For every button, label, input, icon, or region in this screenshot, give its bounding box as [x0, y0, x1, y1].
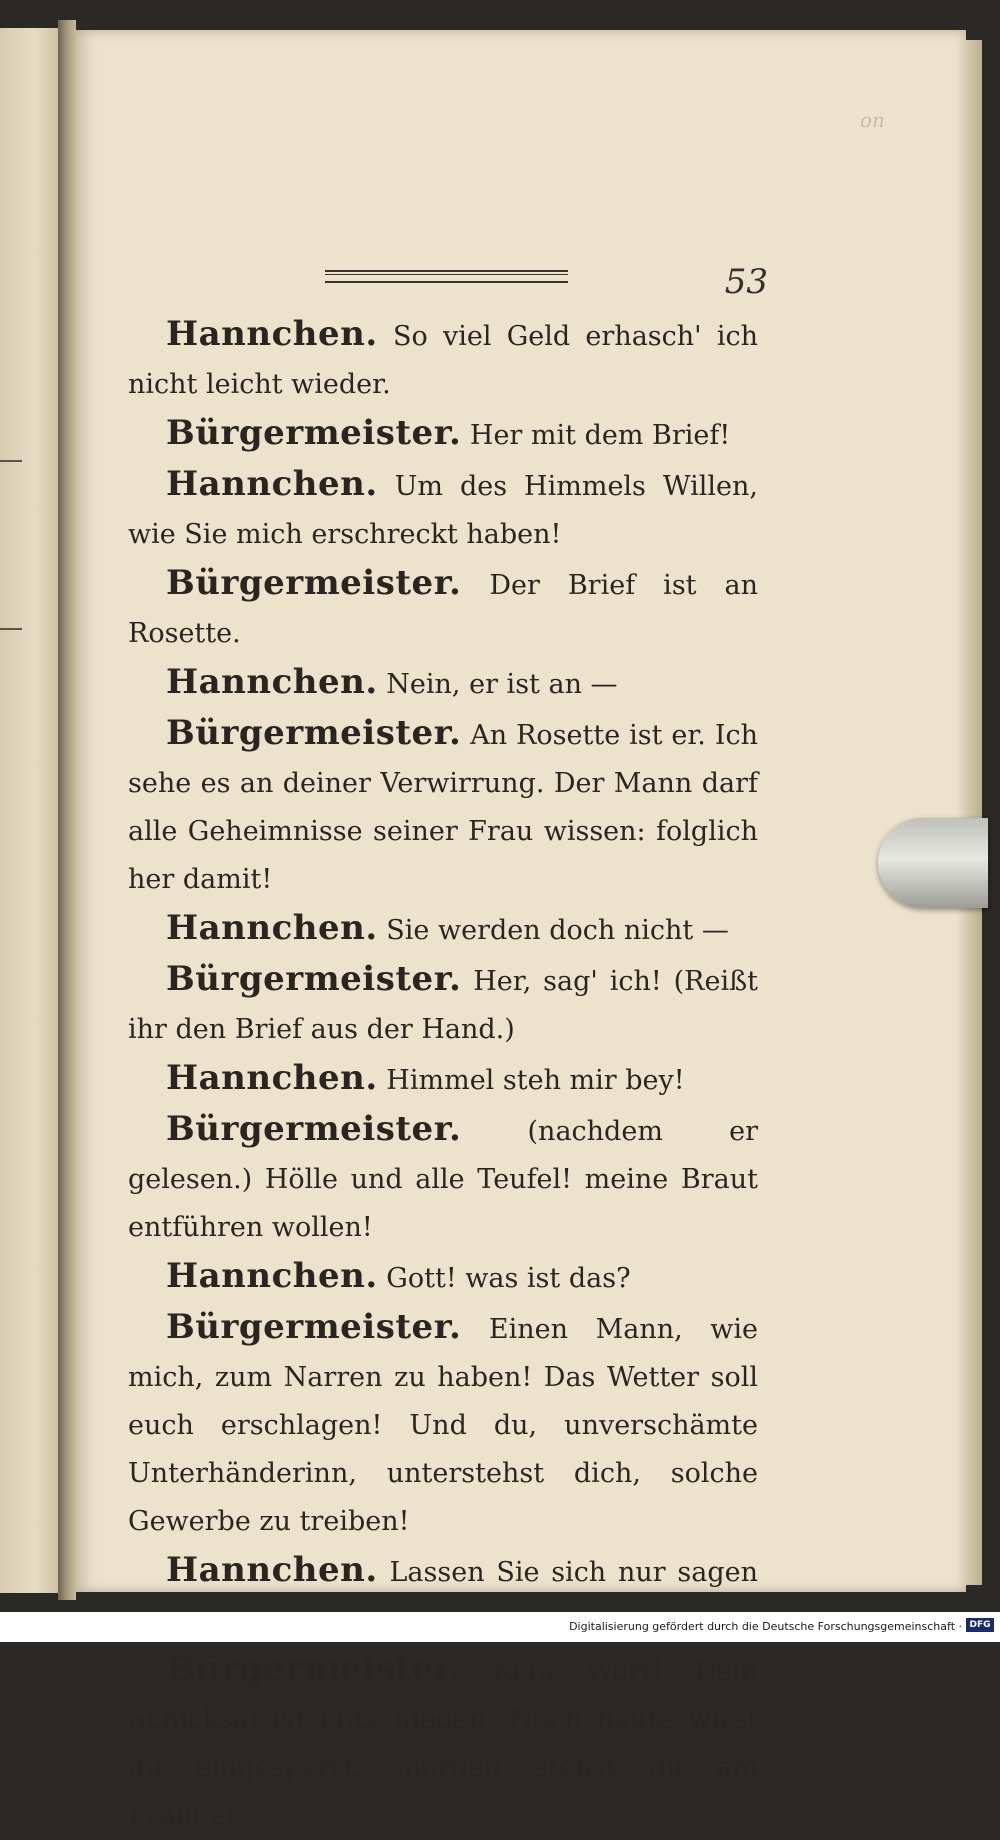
- dialogue-text: Himmel steh mir bey!: [377, 1065, 685, 1096]
- dialogue-line: [128, 1303, 758, 1546]
- dialogue-line: [128, 1054, 758, 1105]
- footer-credit: Digitalisierung gefördert durch die Deutsche Forschungsgemeinschaft ·: [569, 1620, 962, 1633]
- speaker-name: Hannchen.: [166, 314, 378, 354]
- dialogue-line: [128, 1645, 758, 1840]
- left-page-edge: [0, 28, 60, 1593]
- speaker-name: Bürgermeister.: [166, 713, 462, 753]
- dialogue-text: Her, sag' ich! (Reißt ihr den Brief aus der Hand.): [128, 966, 758, 1045]
- dialogue-text: So viel Geld erhasch' ich nicht leicht wieder.: [128, 321, 758, 400]
- header-rule: [325, 270, 568, 283]
- dialogue-text: Nein, er ist an —: [377, 669, 618, 700]
- speaker-name: Bürgermeister.: [166, 1307, 462, 1347]
- dialogue-text: Einen Mann, wie mich, zum Narren zu haben! Das Wetter soll euch erschlagen! Und du, unverschämte Unterhänderinn, unterstehst dich, solche Gewerbe zu treiben!: [128, 1314, 758, 1537]
- dialogue-line: [128, 709, 758, 904]
- dialogue-line: [128, 955, 758, 1054]
- speaker-name: Bürgermeister.: [166, 1109, 462, 1149]
- speaker-name: Bürgermeister.: [166, 1649, 462, 1689]
- footer-bar: [0, 1612, 1000, 1642]
- dialogue-text: An Rosette ist er. Ich sehe es an deiner Verwirrung. Der Mann darf alle Geheimnisse seiner Frau wissen: folglich her damit!: [128, 720, 758, 895]
- speaker-name: Hannchen.: [166, 1058, 378, 1098]
- speaker-name: Bürgermeister.: [166, 413, 462, 453]
- speaker-name: Hannchen.: [166, 1256, 378, 1296]
- page-edge: [966, 40, 982, 1585]
- dialogue-text: (nachdem er gelesen.) Hölle und alle Teufel! meine Braut entführen wollen!: [128, 1116, 758, 1243]
- margin-mark: [0, 628, 22, 630]
- dialogue-line: [128, 559, 758, 658]
- book-spine: [58, 20, 76, 1600]
- pencil-mark: on: [860, 108, 885, 132]
- dialogue-text: Gott! was ist das?: [377, 1263, 631, 1294]
- dialogue-line: [128, 310, 758, 409]
- dialogue-text: Lassen Sie sich nur sagen: [389, 1557, 758, 1588]
- dialogue-line: [128, 1252, 758, 1303]
- dialogue-text: Der Brief ist an Rosette.: [128, 570, 758, 649]
- dialogue-line: [128, 409, 758, 460]
- play-text: [128, 310, 758, 1840]
- speaker-name: Bürgermeister.: [166, 959, 462, 999]
- dialogue-line: [128, 460, 758, 559]
- speaker-name: Hannchen.: [166, 662, 378, 702]
- speaker-name: Hannchen.: [166, 1550, 378, 1590]
- dialogue-line: [128, 1105, 758, 1252]
- dialogue-text: Um des Himmels Willen, wie Sie mich erschreckt haben!: [128, 471, 758, 550]
- dialogue-line: [128, 658, 758, 709]
- margin-mark: [0, 460, 22, 462]
- page-clip: [878, 818, 988, 908]
- speaker-name: Hannchen.: [166, 464, 378, 504]
- dialogue-text: Kein Wort! Dein Schicksal ist entschieden. Noch heute wirst du eingesperrt: morgen stehst du am Pranger.: [128, 1656, 758, 1831]
- dialogue-text: Sie werden doch nicht —: [377, 915, 729, 946]
- dfg-logo: DFG: [966, 1618, 994, 1632]
- page-number: 53: [724, 262, 768, 302]
- speaker-name: Bürgermeister.: [166, 563, 462, 603]
- speaker-name: Hannchen.: [166, 908, 378, 948]
- dialogue-line: [128, 904, 758, 955]
- dialogue-text: Her mit dem Brief!: [461, 420, 731, 451]
